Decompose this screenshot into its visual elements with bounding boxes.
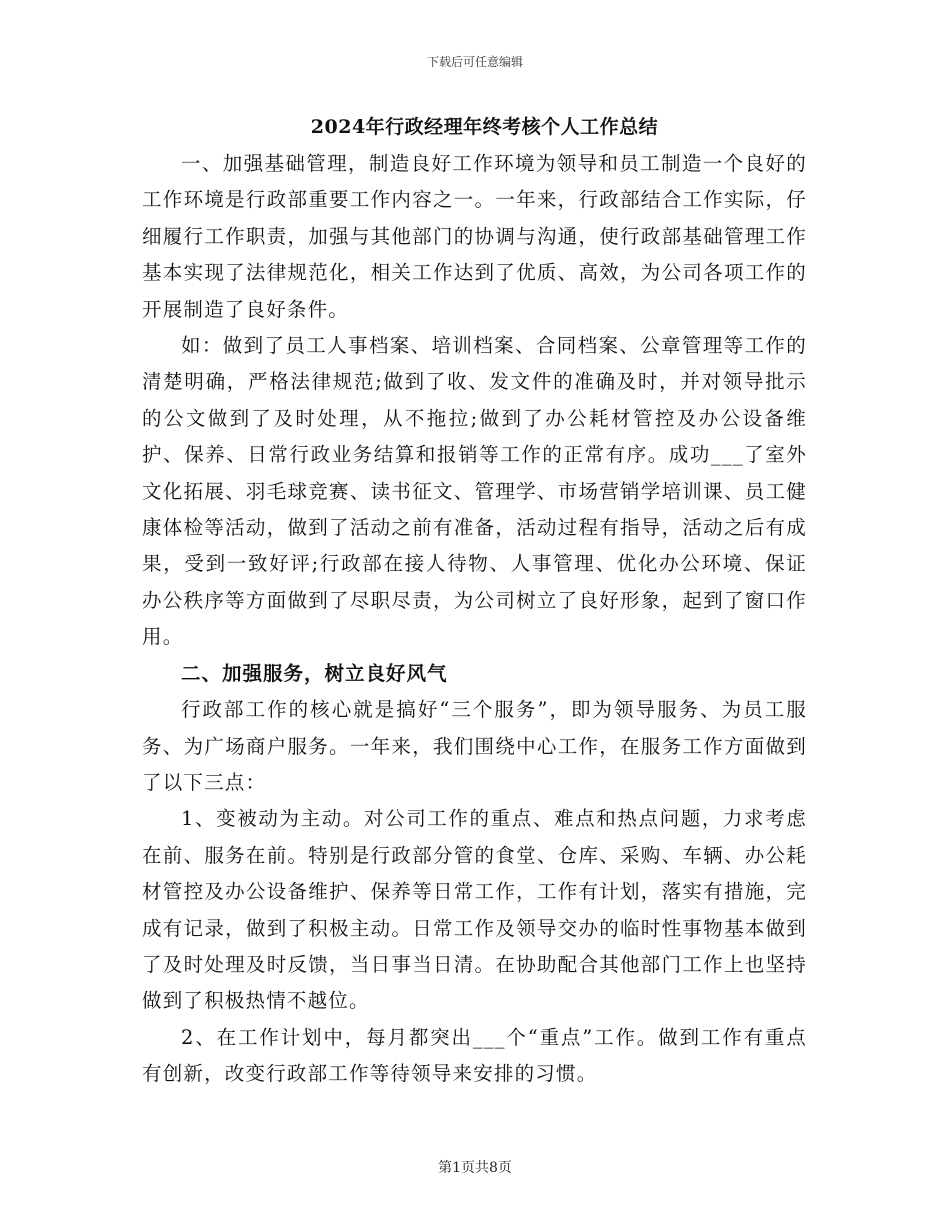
paragraph-section2-intro: 行政部工作的核心就是搞好“三个服务”，即为领导服务、为员工服务、为广场商户服务。一年来，我们围绕中心工作，在服务工作方面做到了以下三点： [142, 698, 807, 794]
page-number: 第1页共8页 [438, 1160, 512, 1176]
paragraph-section2-point1: 1、变被动为主动。对公司工作的重点、难点和热点问题，力求考虑在前、服务在前。特别是行政部分管的食堂、仓库、采购、车辆、办公耗材管控及办公设备维护、保养等日常工作，工作有计划，落实有措施，完成有记录，做到了积极主动。日常工作及领导交办的临时性事物基本做到了及时处理及时反馈，当日事当日清。在协助配合其他部门工作上也坚持做到了积极热情不越位。 [142, 807, 807, 1013]
paragraph-section1-intro: 一、加强基础管理，制造良好工作环境为领导和员工制造一个良好的工作环境是行政部重要工作内容之一。一年来，行政部结合工作实际，仔细履行工作职责，加强与其他部门的协调与沟通，使行政部基础管理工作基本实现了法律规范化，相关工作达到了优质、高效，为公司各项工作的开展制造了良好条件。 [142, 152, 807, 321]
paragraph-section1-examples: 如：做到了员工人事档案、培训档案、合同档案、公章管理等工作的清楚明确，严格法律规范;做到了收、发文件的准确及时，并对领导批示的公文做到了及时处理，从不拖拉;做到了办公耗材管控及办公设备维护、保养、日常行政业务结算和报销等工作的正常有序。成功___了室外文化拓展、羽毛球竞赛、读书征文、管理学、市场营销学培训课、员工健康体检等活动，做到了活动之前有准备，活动过程有指导，活动之后有成果，受到一致好评;行政部在接人待物、人事管理、优化办公环境、保证办公秩序等方面做到了尽职尽责，为公司树立了良好形象，起到了窗口作用。 [142, 334, 807, 649]
paragraph-section2-point2: 2、在工作计划中，每月都突出___个“重点”工作。做到工作有重点有创新，改变行政部工作等待领导来安排的习惯。 [142, 1025, 807, 1086]
document-title: 2024年行政经理年终考核个人工作总结 [310, 116, 659, 138]
document-body [142, 108, 807, 1093]
section2-heading: 二、加强服务，树立良好风气 [181, 661, 448, 685]
header-note: 下载后可任意编辑 [426, 55, 523, 69]
